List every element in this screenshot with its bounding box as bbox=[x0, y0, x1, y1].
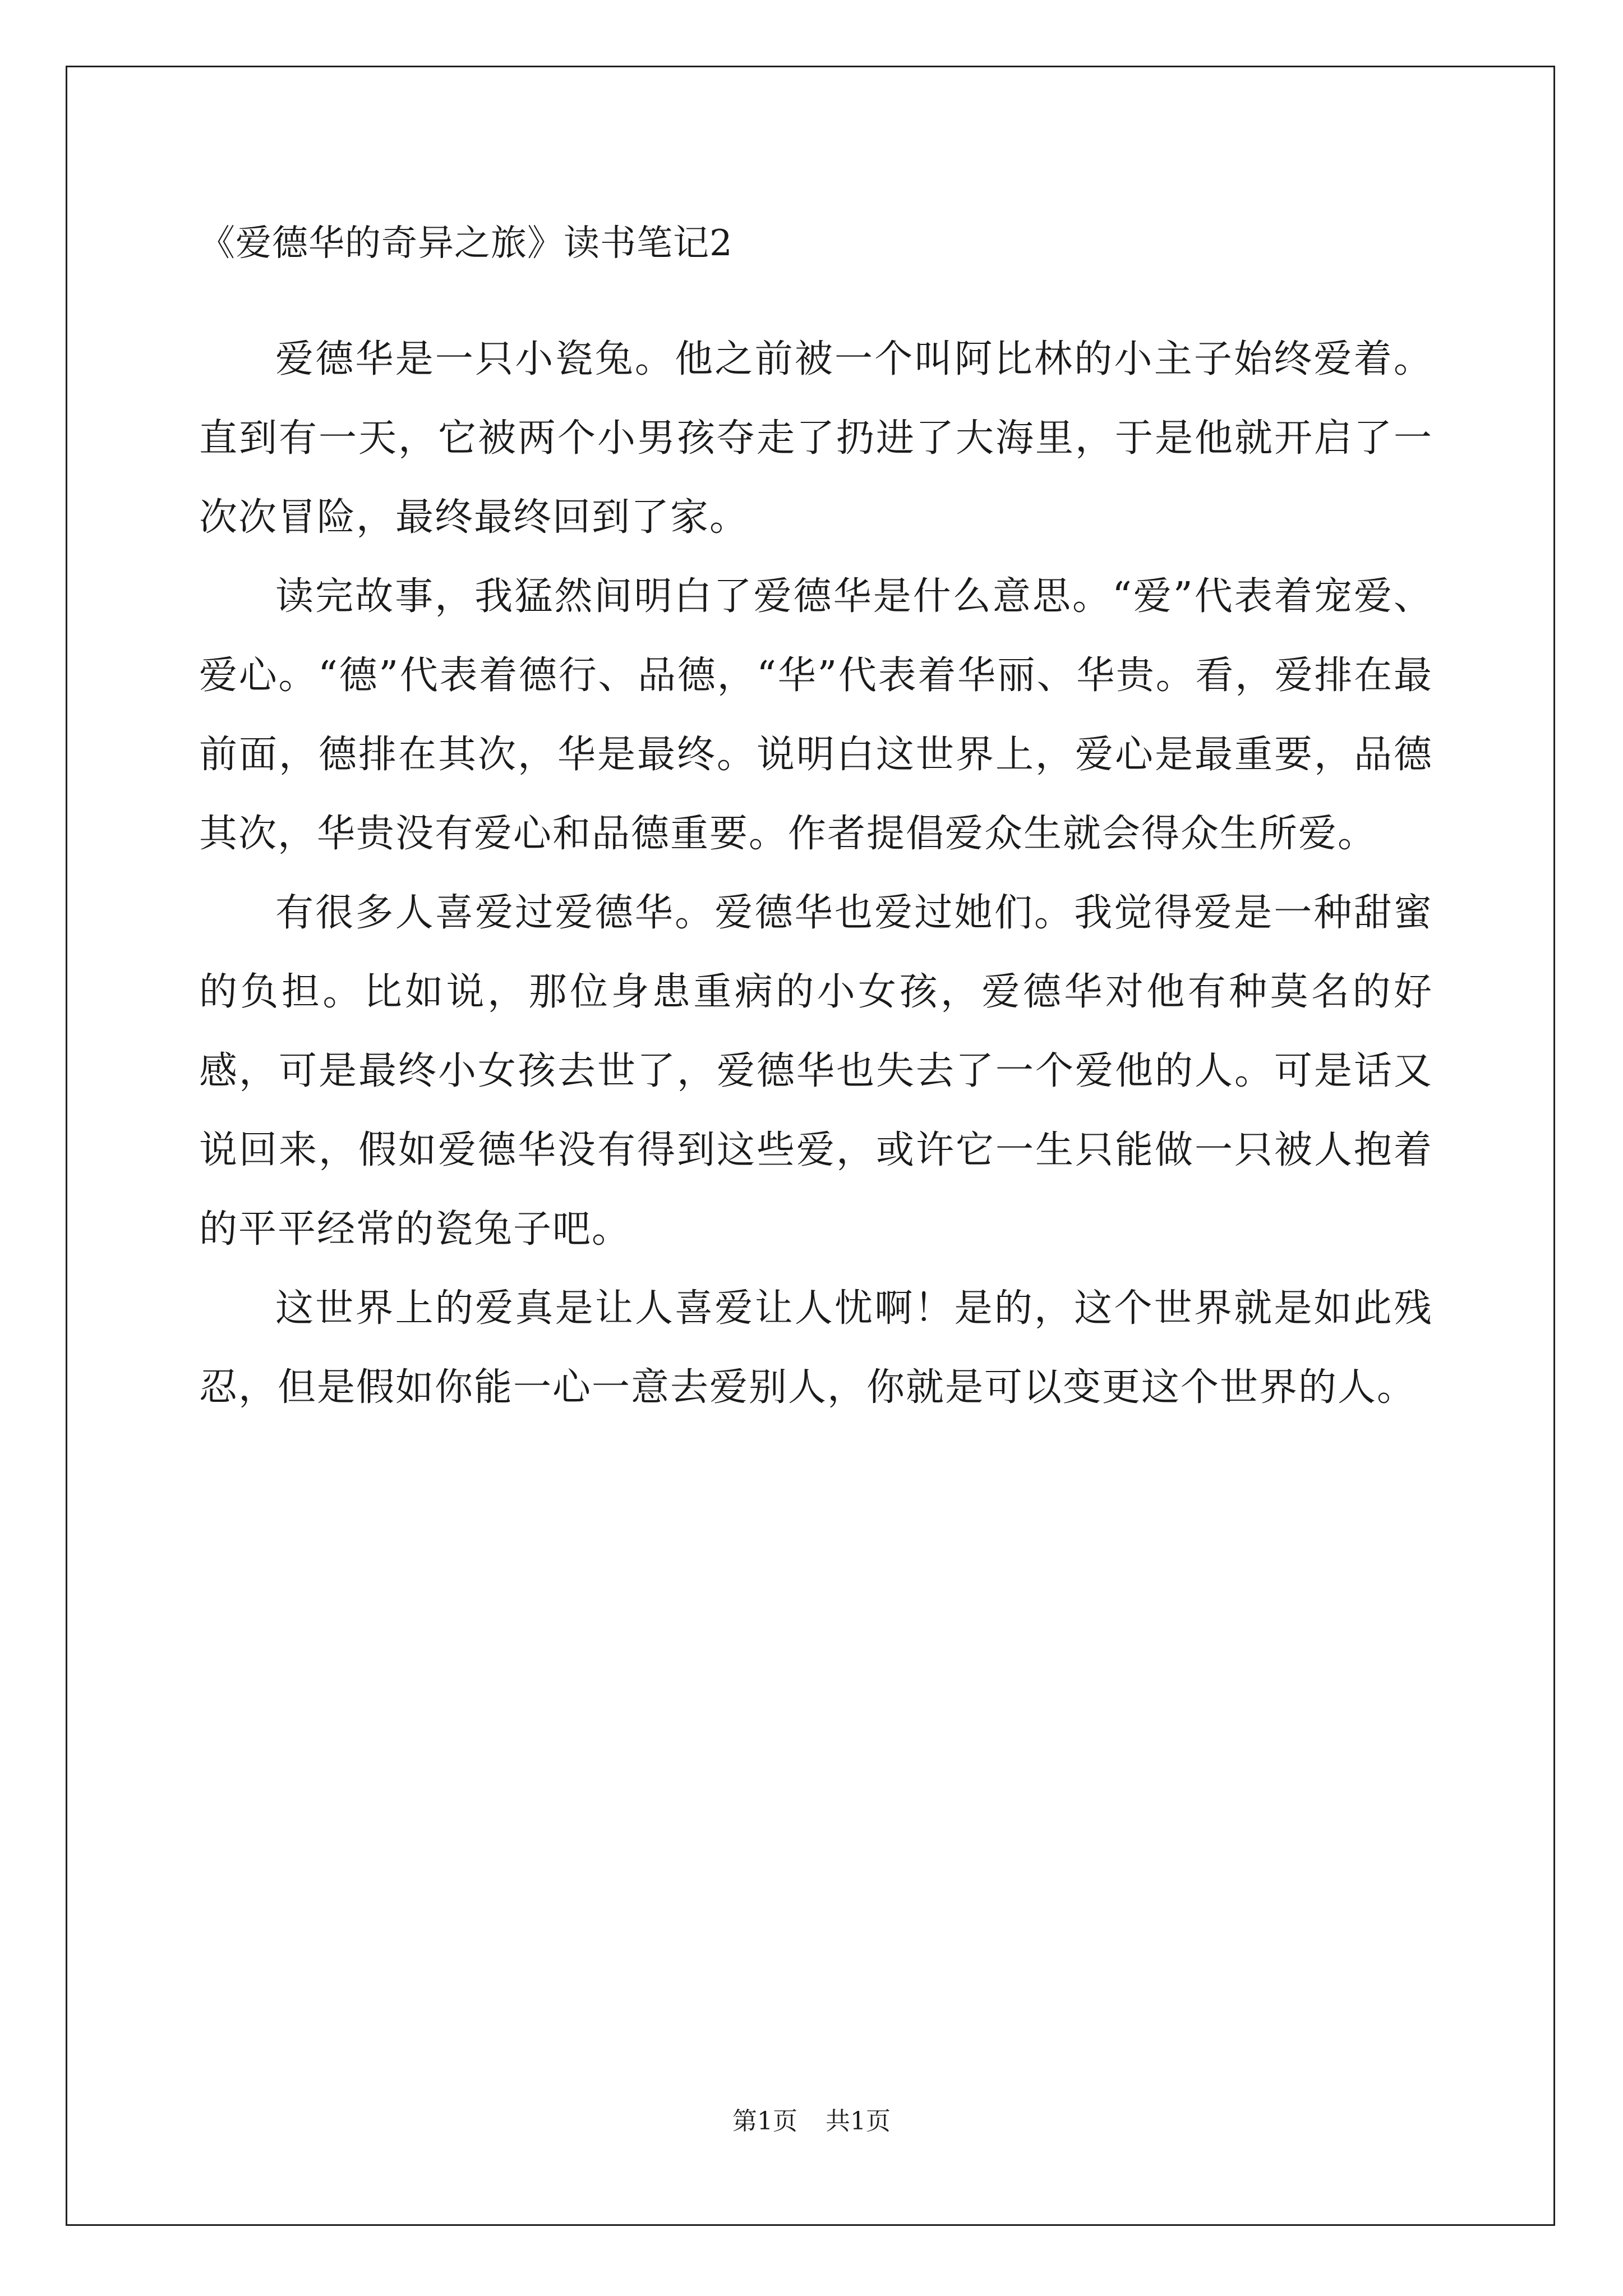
document-title: 《爱德华的奇异之旅》读书笔记2 bbox=[199, 223, 733, 264]
page-number: 第1页 bbox=[732, 2107, 797, 2136]
document-body bbox=[199, 320, 1433, 1427]
paragraph: 读完故事，我猛然间明白了爱德华是什么意思。“爱”代表着宠爱、爱心。“德”代表着德行、品德，“华”代表着华丽、华贵。看，爱排在最前面，德排在其次，华是最终。说明白这世界上，爱心是最重要，品德其次，华贵没有爱心和品德重要。作者提倡爱众生就会得众生所爱。 bbox=[199, 574, 1433, 856]
paragraph: 有很多人喜爱过爱德华。爱德华也爱过她们。我觉得爱是一种甜蜜的负担。比如说，那位身患重病的小女孩，爱德华对他有种莫名的好感，可是最终小女孩去世了，爱德华也失去了一个爱他的人。可是话又说回来，假如爱德华没有得到这些爱，或许它一生只能做一只被人抱着的平平经常的瓷兔子吧。 bbox=[199, 891, 1433, 1251]
page-footer bbox=[0, 2109, 1623, 2134]
page-total: 共1页 bbox=[826, 2107, 891, 2136]
paragraph: 爱德华是一只小瓷兔。他之前被一个叫阿比林的小主子始终爱着。直到有一天，它被两个小男孩夺走了扔进了大海里，于是他就开启了一次次冒险，最终最终回到了家。 bbox=[199, 337, 1433, 540]
paragraph: 这世界上的爱真是让人喜爱让人忧啊！是的，这个世界就是如此残忍，但是假如你能一心一意去爱别人，你就是可以变更这个世界的人。 bbox=[199, 1286, 1433, 1410]
